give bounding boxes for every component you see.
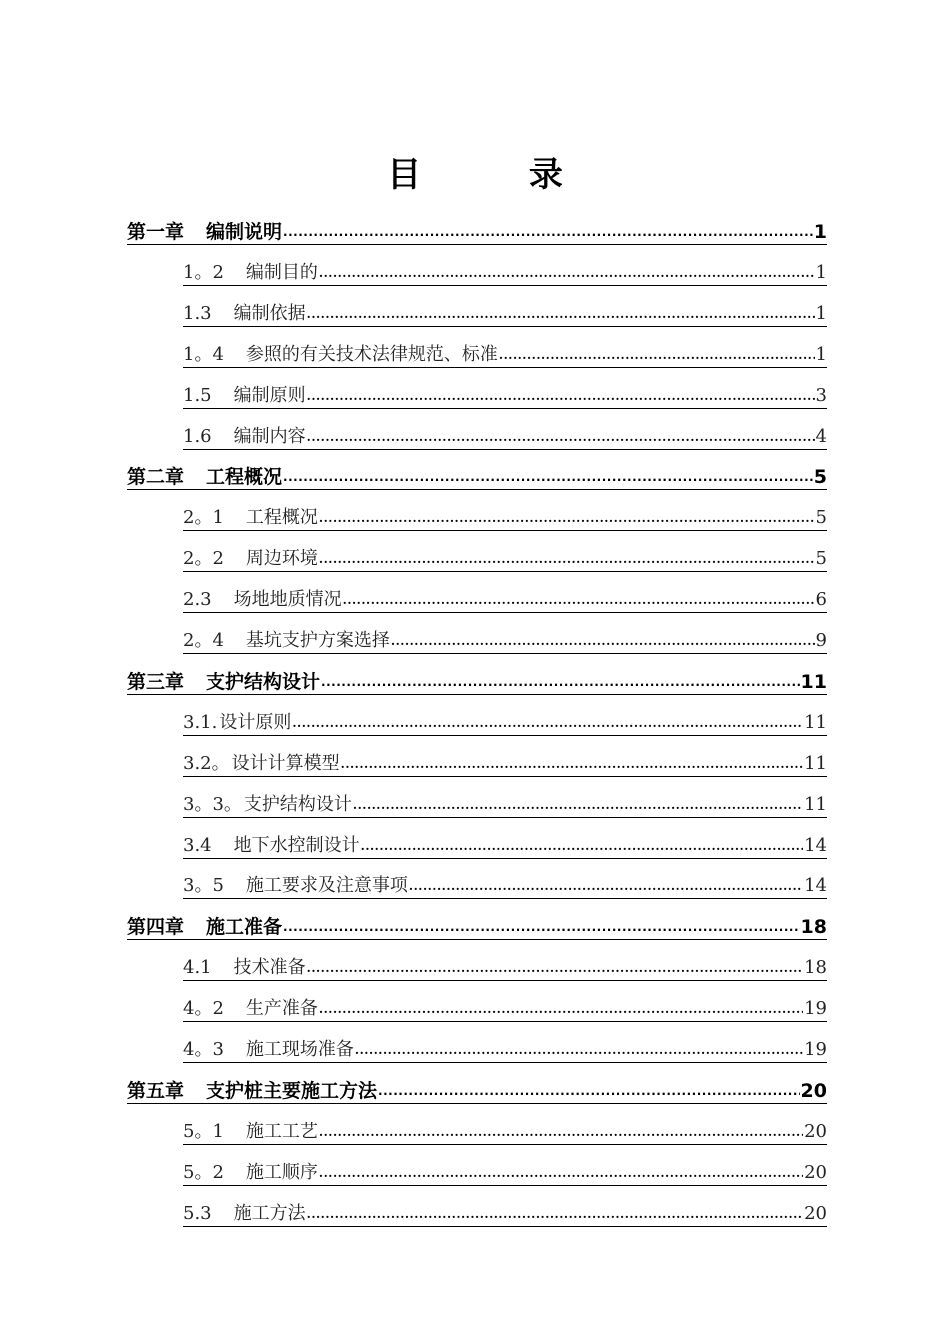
toc-dot-leader <box>307 384 815 408</box>
toc-entry-number: 第四章 <box>127 916 185 939</box>
toc-page-number: 19 <box>804 998 827 1020</box>
toc-entry-label <box>183 302 306 326</box>
toc-dot-leader <box>319 997 803 1021</box>
toc-entry-text: 支护结构设计 <box>206 670 321 693</box>
toc-entry-label <box>127 670 320 694</box>
toc-entry-label <box>183 343 498 367</box>
toc-entry-label <box>183 261 318 285</box>
toc-entry-text: 周边环境 <box>245 548 318 570</box>
toc-chapter-entry[interactable] <box>127 913 827 940</box>
toc-entry-number: 第三章 <box>127 670 185 693</box>
toc-entry-number: 3.4 <box>183 834 212 856</box>
toc-entry-label <box>183 1120 318 1144</box>
toc-page-number: 9 <box>815 630 827 651</box>
toc-entry-label <box>183 384 306 408</box>
toc-page-number: 11 <box>800 670 827 693</box>
toc-entry-text: 支护结构设计 <box>243 793 352 815</box>
toc-entry-label <box>127 465 282 489</box>
toc-entry-label <box>183 1038 354 1062</box>
toc-entry-number: 3.1. <box>183 711 218 733</box>
toc-page-number: 1 <box>815 261 827 283</box>
toc-section-entry[interactable] <box>183 300 827 327</box>
toc-entry-label <box>183 506 318 530</box>
toc-dot-leader <box>319 1120 803 1144</box>
toc-dot-leader <box>341 752 803 776</box>
toc-chapter-entry[interactable] <box>127 218 827 245</box>
toc-entry-text: 参照的有关技术法律规范、标准 <box>245 343 498 365</box>
toc-dot-leader <box>307 425 815 449</box>
toc-page-number: 18 <box>804 957 827 979</box>
toc-page-number: 6 <box>815 589 827 611</box>
toc-section-entry[interactable] <box>183 709 827 736</box>
toc-entry-text: 编制目的 <box>245 261 318 283</box>
toc-dot-leader <box>307 302 815 326</box>
toc-entry-number: 5。2 <box>183 1161 224 1183</box>
toc-section-entry[interactable] <box>183 995 827 1022</box>
toc-dot-leader <box>283 915 800 939</box>
toc-entry-label <box>183 711 291 735</box>
toc-entry-number: 5.3 <box>183 1202 212 1224</box>
toc-chapter-entry[interactable] <box>127 668 827 695</box>
toc-dot-leader <box>343 588 815 612</box>
toc-entry-number: 1。4 <box>183 343 224 365</box>
toc-section-entry[interactable] <box>183 627 827 654</box>
toc-entry-label <box>183 874 408 898</box>
toc-section-entry[interactable] <box>183 423 827 450</box>
toc-page-number: 11 <box>804 711 827 733</box>
toc-entry-number: 4。2 <box>183 998 224 1020</box>
toc-entry-label <box>183 956 306 980</box>
toc-page-number: 5 <box>815 548 827 570</box>
toc-entry-text: 编制原则 <box>233 384 306 406</box>
toc-page-number: 1 <box>815 302 827 324</box>
toc-dot-leader <box>361 834 803 858</box>
toc-entry-text: 基坑支护方案选择 <box>245 630 390 651</box>
toc-entry-text: 场地地质情况 <box>233 589 342 611</box>
toc-dot-leader <box>355 1038 803 1062</box>
toc-dot-leader <box>409 874 803 898</box>
toc-dot-leader <box>292 711 803 735</box>
toc-section-entry[interactable] <box>183 872 827 899</box>
toc-entry-number: 5。1 <box>183 1120 224 1142</box>
toc-entry-text: 生产准备 <box>245 998 318 1020</box>
toc-entry-label <box>183 793 352 817</box>
toc-entry-text: 施工要求及注意事项 <box>245 875 408 897</box>
toc-section-entry[interactable] <box>183 954 827 981</box>
toc-section-entry[interactable] <box>183 586 827 613</box>
toc-section-entry[interactable] <box>183 382 827 409</box>
toc-page-number: 20 <box>804 1202 827 1224</box>
toc-page-number: 19 <box>804 1039 827 1060</box>
toc-dot-leader <box>499 343 815 367</box>
toc-dot-leader <box>307 956 803 980</box>
toc-entry-number: 3.2。 <box>183 752 230 774</box>
toc-entry-text: 编制说明 <box>206 221 283 243</box>
toc-entry-number: 2.3 <box>183 589 212 611</box>
toc-entry-number: 1.5 <box>183 384 212 406</box>
toc-section-entry[interactable] <box>183 259 827 286</box>
toc-page-number: 5 <box>815 507 827 529</box>
toc-entry-number: 3。3。 <box>183 793 242 815</box>
toc-section-entry[interactable] <box>183 1118 827 1145</box>
toc-entry-label <box>183 1161 318 1185</box>
toc-entry-number: 第一章 <box>127 221 185 243</box>
page-title: 目 录 <box>387 155 611 195</box>
toc-entry-text: 设计原则 <box>219 711 292 733</box>
toc-entry-number: 3。5 <box>183 875 224 897</box>
toc-entry-text: 工程概况 <box>245 507 318 529</box>
toc-entry-text: 施工准备 <box>206 916 283 939</box>
toc-dot-leader <box>319 1161 803 1185</box>
toc-entry-number: 4.1 <box>183 957 212 979</box>
toc-dot-leader <box>283 465 813 489</box>
toc-page-number: 11 <box>804 752 827 774</box>
toc-section-entry[interactable] <box>183 341 827 368</box>
toc-entry-text: 技术准备 <box>233 957 306 979</box>
toc-section-entry[interactable] <box>183 545 827 572</box>
toc-dot-leader <box>353 793 803 817</box>
toc-entry-label <box>127 915 282 939</box>
toc-page-number: 1 <box>815 343 827 365</box>
toc-section-entry[interactable] <box>183 832 827 859</box>
toc-page-number: 4 <box>815 425 827 447</box>
toc-entry-label <box>183 997 318 1021</box>
toc-entry-text: 编制内容 <box>233 425 306 447</box>
toc-entry-number: 2。4 <box>183 630 224 651</box>
toc-entry-label <box>183 588 342 612</box>
toc-page-number: 20 <box>804 1120 827 1142</box>
toc-entry-text: 施工方法 <box>233 1202 306 1224</box>
toc-section-entry[interactable] <box>183 1036 827 1063</box>
toc-entry-number: 2。2 <box>183 548 224 570</box>
toc-dot-leader <box>378 1079 800 1103</box>
toc-page-number: 20 <box>804 1161 827 1183</box>
toc-entry-label <box>183 834 360 858</box>
toc-entry-text: 施工顺序 <box>245 1161 318 1183</box>
toc-entry-number: 4。3 <box>183 1039 224 1060</box>
toc-entry-label <box>183 547 318 571</box>
toc-page-number: 3 <box>815 384 827 406</box>
toc-dot-leader <box>321 670 800 694</box>
toc-entry-number: 第五章 <box>127 1079 185 1102</box>
toc-entry-label <box>183 629 390 653</box>
toc-dot-leader <box>307 1202 803 1226</box>
toc-entry-label <box>183 752 340 776</box>
toc-dot-leader <box>319 261 815 285</box>
toc-entry-number: 1.6 <box>183 425 212 447</box>
toc-page-number: 14 <box>804 834 827 856</box>
toc-entry-text: 支护桩主要施工方法 <box>206 1079 378 1102</box>
toc-entry-text: 编制依据 <box>233 302 306 324</box>
toc-entry-text: 设计计算模型 <box>231 752 340 774</box>
toc-page-number: 14 <box>804 875 827 897</box>
toc-section-entry[interactable] <box>183 791 827 818</box>
toc-entry-number: 2。1 <box>183 507 224 529</box>
toc-entry-label <box>127 1079 377 1103</box>
toc-entry-text: 施工现场准备 <box>245 1039 354 1060</box>
toc-entry-text: 地下水控制设计 <box>233 834 360 856</box>
toc-entry-label <box>127 220 282 244</box>
toc-page-number: 1 <box>813 221 827 243</box>
toc-chapter-entry[interactable] <box>127 1077 827 1104</box>
toc-section-entry[interactable] <box>183 504 827 531</box>
toc-entry-number: 1。2 <box>183 261 224 283</box>
toc-chapter-entry[interactable] <box>127 463 827 490</box>
toc-entry-text: 工程概况 <box>206 466 283 489</box>
toc-page-number: 18 <box>800 916 827 939</box>
toc-entry-number: 第二章 <box>127 466 185 489</box>
toc-entry-number: 1.3 <box>183 302 212 324</box>
toc-page-number: 20 <box>800 1079 827 1102</box>
toc-entry-label <box>183 1202 306 1226</box>
toc-dot-leader <box>391 629 815 653</box>
toc-section-entry[interactable] <box>183 1159 827 1186</box>
toc-dot-leader <box>319 506 815 530</box>
toc-entry-label <box>183 425 306 449</box>
toc-section-entry[interactable] <box>183 1200 827 1227</box>
toc-page-number: 11 <box>804 793 827 815</box>
toc-entry-text: 施工工艺 <box>245 1120 318 1142</box>
toc-dot-leader <box>319 547 815 571</box>
toc-section-entry[interactable] <box>183 750 827 777</box>
toc-page-number: 5 <box>813 466 827 489</box>
toc-dot-leader <box>283 220 813 244</box>
